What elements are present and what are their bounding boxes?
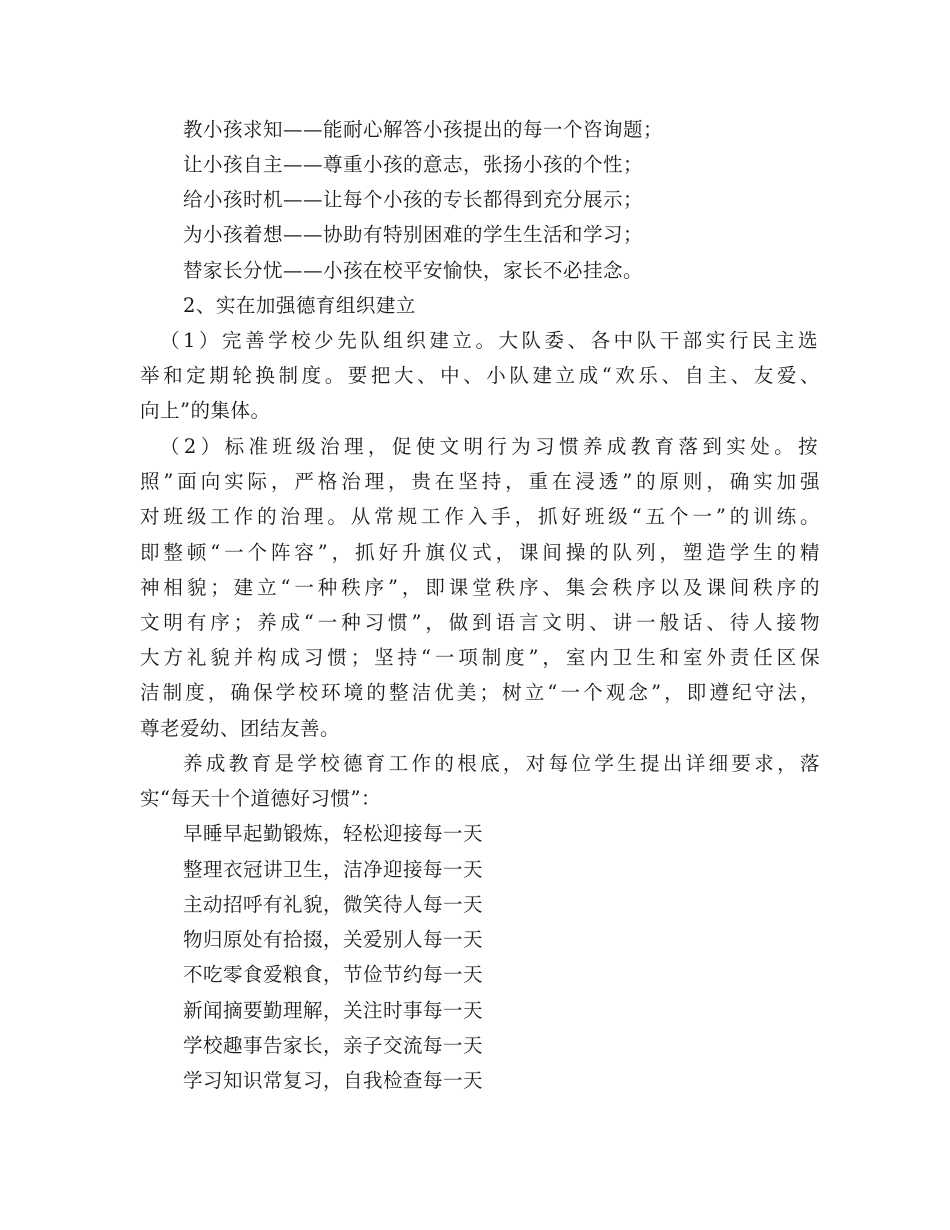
habit-line: 整理衣冠讲卫生，洁净迎接每一天 <box>183 858 484 881</box>
paragraph-line: 养成教育是学校德育工作的根底，对每位学生提出详细要求，落 <box>183 752 820 775</box>
paragraph-line: 向上”的集体。 <box>140 399 271 422</box>
paragraph-line: 举和定期轮换制度。要把大、中、小队建立成“欢乐、自主、友爱、 <box>140 364 820 387</box>
paragraph-line: 神相貌；建立“一种秩序”，即课堂秩序、集会秩序以及课间秩序的 <box>140 576 820 599</box>
principle-line: 替家长分忧——小孩在校平安愉快，家长不必挂念。 <box>183 259 644 282</box>
paragraph-line: 即整顿“一个阵容”，抓好升旗仪式，课间操的队列，塑造学生的精 <box>140 541 820 564</box>
habit-line: 主动招呼有礼貌，微笑待人每一天 <box>183 893 484 916</box>
principle-line: 为小孩着想——协助有特别困难的学生生活和学习； <box>183 223 644 246</box>
section-heading: 2、实在加强德育组织建立 <box>183 294 416 317</box>
principle-line: 让小孩自主——尊重小孩的意志，张扬小孩的个性； <box>183 153 644 176</box>
paragraph-line: 尊老爱幼、团结友善。 <box>140 717 341 740</box>
paragraph-line: 对班级工作的治理。从常规工作入手，抓好班级“五个一”的训练。 <box>140 505 820 528</box>
habit-line: 早睡早起勤锻炼，轻松迎接每一天 <box>183 822 484 845</box>
paragraph-line: 洁制度，确保学校环境的整洁优美；树立“一个观念”，即遵纪守法， <box>140 681 820 704</box>
principle-line: 教小孩求知——能耐心解答小孩提出的每一个咨询题； <box>183 118 664 141</box>
paragraph-line: 文明有序；养成“一种习惯”，做到语言文明、讲一般话、待人接物 <box>140 611 820 634</box>
habit-line: 学习知识常复习，自我检查每一天 <box>183 1069 484 1092</box>
paragraph-line: （2）标准班级治理，促使文明行为习惯养成教育落到实处。按 <box>160 435 818 458</box>
paragraph-line: 照”面向实际，严格治理，贵在坚持，重在浸透”的原则，确实加强 <box>140 470 820 493</box>
habit-line: 学校趣事告家长，亲子交流每一天 <box>183 1034 484 1057</box>
principle-line: 给小孩时机——让每个小孩的专长都得到充分展示； <box>183 188 644 211</box>
habit-line: 新闻摘要勤理解，关注时事每一天 <box>183 999 484 1022</box>
habit-line: 不吃零食爱粮食，节俭节约每一天 <box>183 963 484 986</box>
paragraph-line: 大方礼貌并构成习惯；坚持“一项制度”，室内卫生和室外责任区保 <box>140 646 820 669</box>
habit-line: 物归原处有拾掇，关爱别人每一天 <box>183 928 484 951</box>
paragraph-line: （1）完善学校少先队组织建立。大队委、各中队干部实行民主选 <box>160 329 818 352</box>
paragraph-line: 实“每天十个道德好习惯”： <box>140 787 381 810</box>
